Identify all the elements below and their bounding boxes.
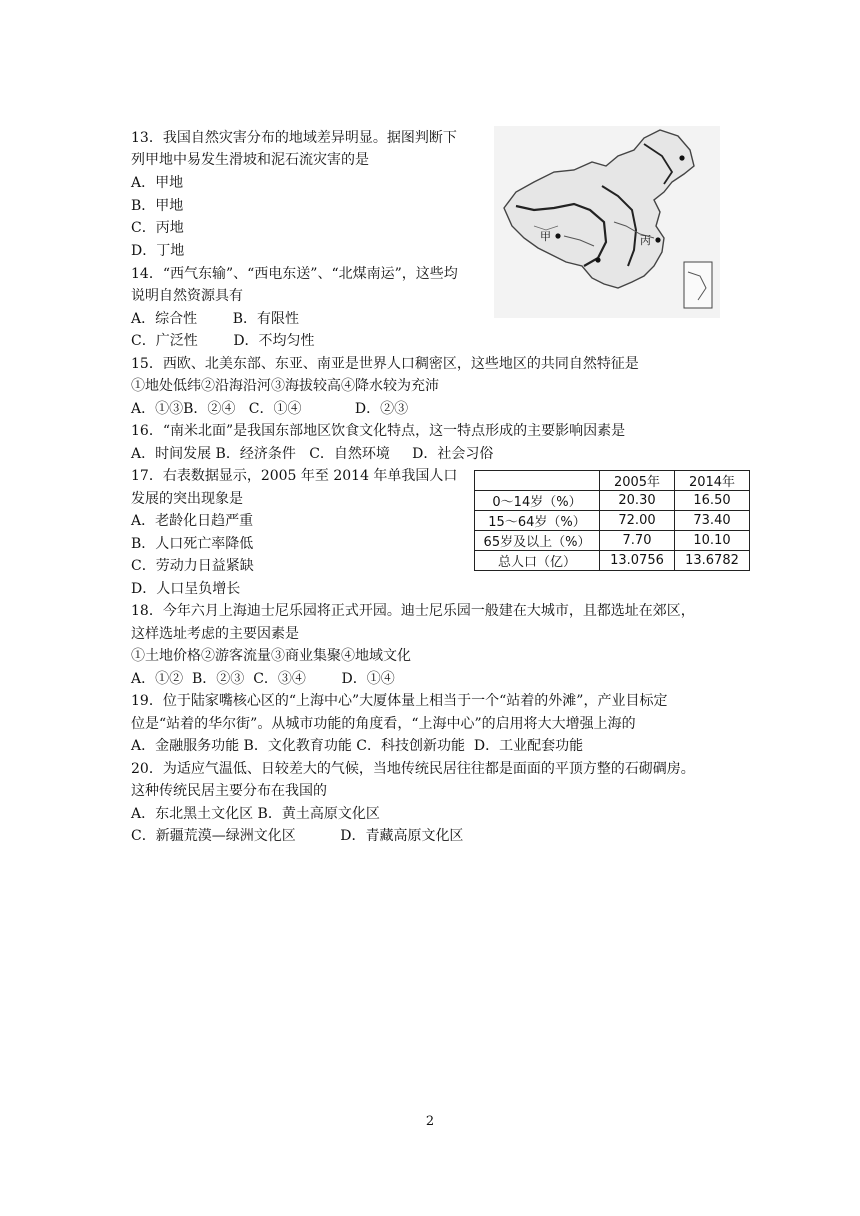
table-header-cell: 2014年 [675,471,750,491]
page-number: 2 [425,1114,435,1129]
q13-option-b: B．甲地 [131,198,184,214]
table-cell: 16.50 [675,491,750,511]
table-cell: 0～14岁（%） [475,491,600,511]
q18-options: A．①② B．②③ C．③④ D．①④ [131,671,395,687]
q14-options-ab: A．综合性 B．有限性 [131,311,299,327]
q16-options: A．时间发展 B．经济条件 C．自然环境 D．社会习俗 [131,446,494,462]
q14-stem-line1: 14．“西气东输”、“西电东送”、“北煤南运”，这些均 [131,266,458,282]
table-cell: 73.40 [675,511,750,531]
china-map-svg [494,126,720,318]
table-cell: 总人口（亿） [475,551,600,571]
q14-options-cd: C．广泛性 D．不均匀性 [131,333,315,349]
table-row [475,531,750,551]
q19-options: A．金融服务功能 B．文化教育功能 C．科技创新功能 D．工业配套功能 [131,738,584,754]
q13-stem-line1: 13．我国自然灾害分布的地域差异明显。据图判断下 [131,130,457,146]
china-map-figure [494,126,720,318]
q19-stem-line1: 19．位于陆家嘴核心区的“上海中心”大厦体量上相当于一个“站着的外滩”，产业目标定 [131,693,668,709]
q20-stem-line2: 这种传统民居主要分布在我国的 [131,783,327,799]
table-row [475,551,750,571]
table-cell: 13.0756 [600,551,675,571]
q14-stem-line2: 说明自然资源具有 [131,288,243,304]
table-header-row [475,471,750,491]
q15-stem: 15．西欧、北美东部、东亚、南亚是世界人口稠密区，这些地区的共同自然特征是 [131,356,639,372]
q19-stem-line2: 位是“站着的华尔街”。从城市功能的角度看，“上海中心”的启用将大大增强上海的 [131,716,636,732]
q13-option-a: A．甲地 [131,175,184,191]
q20-options-cd: C．新疆荒漠—绿洲文化区 D．青藏高原文化区 [131,828,464,844]
table-header-cell [475,471,600,491]
q13-option-d: D．丁地 [131,243,185,259]
table-cell: 20.30 [600,491,675,511]
q20-stem-line1: 20．为适应气温低、日较差大的气候，当地传统民居往往都是面面的平顶方整的石砌碉房。 [131,761,695,777]
q17-option-d: D．人口呈负增长 [131,581,241,597]
q18-items: ①土地价格②游客流量③商业集聚④地域文化 [131,648,411,664]
q15-items: ①地处低纬②沿海沿河③海拔较高④降水较为充沛 [131,378,439,394]
q17-stem-line1: 17．右表数据显示，2005 年至 2014 年单我国人口 [131,468,458,484]
table-row [475,491,750,511]
table-header-cell: 2005年 [600,471,675,491]
q20-options-ab: A．东北黑土文化区 B．黄土高原文化区 [131,806,380,822]
map-label-bing: 丙 [640,234,651,247]
q17-stem-line2: 发展的突出现象是 [131,491,243,507]
q17-option-b: B．人口死亡率降低 [131,536,254,552]
q13-option-c: C．丙地 [131,220,184,236]
table-cell: 65岁及以上（%） [475,531,600,551]
q16-stem: 16．“南米北面”是我国东部地区饮食文化特点，这一特点形成的主要影响因素是 [131,423,626,439]
q17-option-a: A．老龄化日趋严重 [131,513,254,529]
q15-options: A．①③B．②④ C．①④ D．②③ [131,401,409,417]
table-cell: 72.00 [600,511,675,531]
q13-stem-line2: 列甲地中易发生滑坡和泥石流灾害的是 [131,152,369,168]
table-cell: 7.70 [600,531,675,551]
table-cell: 15～64岁（%） [475,511,600,531]
table-cell: 10.10 [675,531,750,551]
table-row [475,511,750,531]
map-label-jia: 甲 [540,230,551,243]
table-cell: 13.6782 [675,551,750,571]
q18-stem-line2: 这样选址考虑的主要因素是 [131,626,299,642]
q17-option-c: C．劳动力日益紧缺 [131,558,254,574]
q18-stem-line1: 18．今年六月上海迪士尼乐园将正式开园。迪士尼乐园一般建在大城市，且都选址在郊区， [131,603,695,619]
population-table [474,470,750,571]
